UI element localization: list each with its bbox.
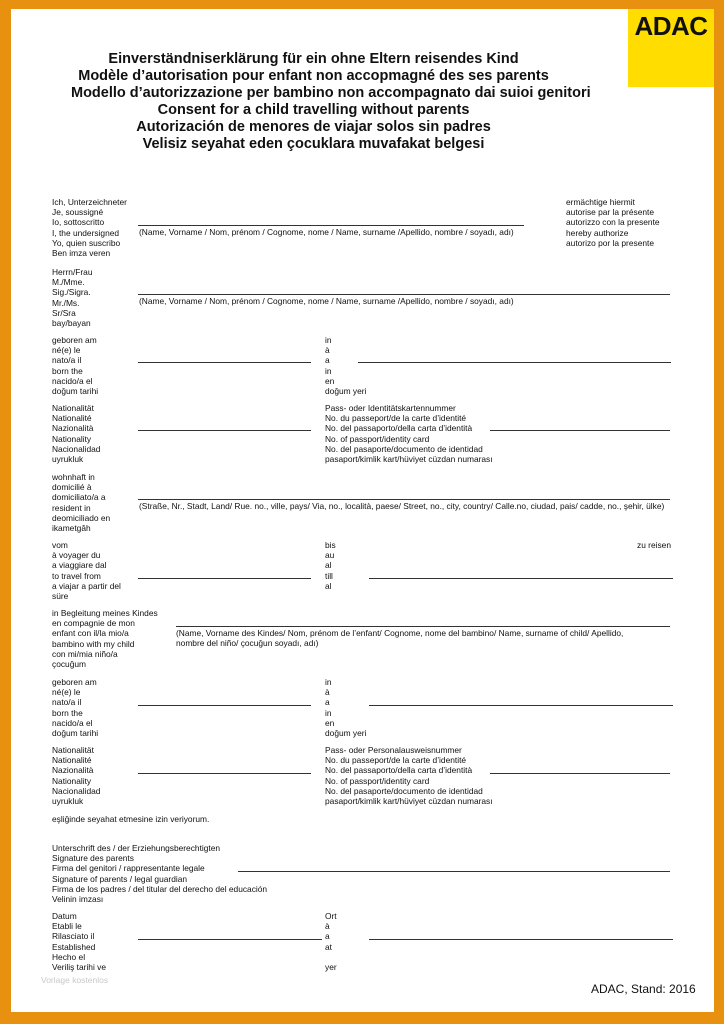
travel-end-label: zu reisen [637,540,671,550]
person-label: Herrn/Frau M./Mme. Sig./Sigra. Mr./Ms. Sr/Sra bay/bayan [52,267,93,329]
date-label: Datum Etabli le Rilasciato il Established Hecho el Veriliş tarihi ve [52,911,106,973]
title-es: Autorización de menores de viajar solos sin padres [136,119,491,135]
nat1-field[interactable] [138,430,311,431]
born1-place-label: in à a in en doğum yeri [325,335,367,397]
stand-footer: ADAC, Stand: 2016 [591,982,696,996]
child-name-field[interactable] [176,626,670,627]
residence-hint: (Straße, Nr., Stadt, Land/ Rue. no., ville, pays/ Via, no., località, paese/ Street, no., city, country/ Calle.no, ciudad, pais/ cadde, no., şehir, ülke) [139,501,665,511]
person-name-field[interactable] [138,294,670,295]
form-titles [71,51,591,153]
nat2-field[interactable] [138,773,311,774]
nat2-passport-field[interactable] [490,773,670,774]
born2-date-field[interactable] [138,705,311,706]
consent-line: eşliğinde seyahat etmesine izin veriyorum. [52,814,210,824]
nat1-passport-field[interactable] [490,430,670,431]
born1-place-field[interactable] [358,362,671,363]
travel-label: vom à voyager du a viaggiare dal to travel from a viajar a partir del süre [52,540,121,602]
born2-place-label: in à a in en doğum yeri [325,677,367,739]
born2-place-field[interactable] [369,705,673,706]
date-place-label: Ort à a at yer [325,911,337,973]
nat1-passport-label: Pass- oder Identitätskartennummer No. du passeport/de la carte d’identité No. del passaporto/della carta d’identità No. of passport/identity card No. del pasaporte/documento de identidad pasaport/kimlik kart/hüviyet cüzdan numarası [325,403,493,465]
child-hint: (Name, Vorname des Kindes/ Nom, prénom de l’enfant/ Cognome, nome del bambino/ Name, surname of child/ Apellido, nombre del niño/ çocuğun soyadı, adı) [176,628,624,649]
travel-until-label: bis au al till al [325,540,336,591]
signature-field[interactable] [238,871,670,872]
residence-field[interactable] [138,499,670,500]
watermark: Vorlage kostenlos [41,975,109,985]
signature-label: Unterschrift des / der Erziehungsberechtigten Signature des parents Firma del genitori / rappresentante legale Signature of parents / legal guardian Firma de los padres / del titular del derecho del educación Velinin imzası [52,843,268,905]
undersigned-label: Ich, Unterzeichneter Je, soussigné Io, sottoscritto I, the undersigned Yo, quien suscribo Ben imza veren [52,197,127,259]
born1-label: geboren am né(e) le nato/a il born the nacido/a el doğum tarihi [52,335,99,397]
form-page [11,9,714,1012]
child-label: in Begleitung meines Kindes en compagnie de mon enfant con il/la mio/a bambino with my child con mi/mia niño/a çocuğum [52,608,158,670]
title-it: Modello d’autorizzazione per bambino non accompagnato dai suioi genitori [71,85,591,101]
person-hint: (Name, Vorname / Nom, prénom / Cognome, nome / Name, surname /Apellido, nombre / soyadı, adı) [139,296,514,306]
adac-logo [628,9,714,87]
undersigned-name-field[interactable] [138,225,524,226]
adac-logo-text: ADAC [634,11,708,41]
title-fr: Modèle d’autorisation pour enfant non accopmagné des ses parents [78,68,549,84]
title-tr: Velisiz seyahat eden çocuklara muvafakat belgesi [142,136,485,152]
title-en: Consent for a child travelling without parents [157,102,470,118]
nat2-passport-label: Pass- oder Personalausweisnummer No. du passeport/de la carte d’identité No. del passaporto/della carta d’identità No. of passport/identity card No. del pasaporte/documento de identidad pasaport/kimlik kart/hüviyet cüzdan numarası [325,745,493,807]
title-de: Einverständniserklärung für ein ohne Eltern reisendes Kind [108,51,519,67]
date-field[interactable] [138,939,322,940]
date-place-field[interactable] [369,939,673,940]
residence-label: wohnhaft in domicilié à domiciliato/a a resident in deomiciliado en ikametgâh [52,472,111,534]
travel-until-field[interactable] [369,578,673,579]
undersigned-hint: (Name, Vorname / Nom, prénom / Cognome, nome / Name, surname /Apellido, nombre / soyadı, adı) [139,227,514,237]
nat1-label: Nationalität Nationalité Nazionalità Nationality Nacionalidad uyrukluk [52,403,101,465]
nat2-label: Nationalität Nationalité Nazionalità Nationality Nacionalidad uyrukluk [52,745,101,807]
born1-date-field[interactable] [138,362,311,363]
travel-from-field[interactable] [138,578,311,579]
born2-label: geboren am né(e) le nato/a il born the nacido/a el doğum tarihi [52,677,99,739]
authorize-label: ermächtige hiermit autorise par la présente autorizzo con la presente hereby authorize autorizo por la presente [566,197,660,248]
